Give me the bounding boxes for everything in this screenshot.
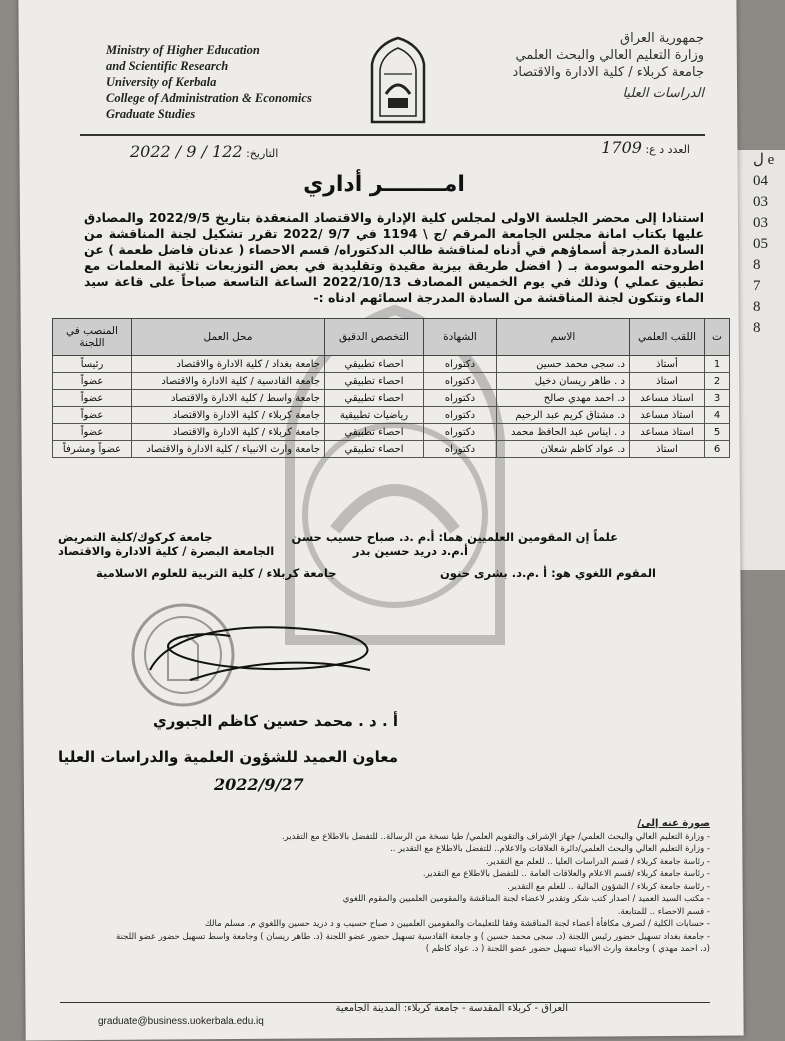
cell-number: 2	[705, 373, 730, 390]
copy-line: - رئاسة جامعة كربلاء /قسم الاعلام والعلاقات العامة .. للتفضل بالاطلاع مع التقدير.	[422, 869, 710, 879]
table-row	[53, 356, 730, 373]
copy-line: - رئاسة جامعة كربلاء / الشؤون المالية .. للعلم مع التقدير.	[507, 881, 710, 892]
cell-position: عضواً	[53, 373, 132, 390]
cell-rank: استاذ مساعد	[630, 424, 705, 441]
linguist-place: جامعة كربلاء / كلية التربية للعلوم الاسلامية	[96, 566, 337, 580]
copy-line: - وزارة التعليم العالي والبحث العلمي/ جهاز الإشراف والتقويم العلمي/ طيا نسخة من الرسالة.. للتفضل بالاطلاع مع التقدير.	[281, 831, 710, 842]
evaluator-row	[58, 544, 618, 558]
cell-position: عضواً	[53, 407, 132, 424]
evaluator-place: الجامعة البصرة / كلية الادارة والاقتصاد	[58, 544, 275, 558]
side-number: 7	[753, 278, 761, 294]
signature-icon	[130, 610, 390, 700]
cell-workplace: جامعة القادسية / كلية الادارة والاقتصاد	[132, 373, 325, 390]
table-row	[53, 373, 730, 390]
date-value: 122 / 9 / 2022	[130, 142, 243, 161]
header-divider	[80, 134, 705, 136]
side-number: ل e	[753, 152, 775, 168]
table-row	[53, 390, 730, 407]
side-paper	[734, 150, 785, 570]
linguistic-evaluator	[96, 566, 656, 580]
cell-workplace: جامعة كربلاء / كلية الادارة والاقتصاد	[132, 424, 325, 441]
university-logo-icon	[364, 34, 432, 126]
cell-number: 5	[705, 424, 730, 441]
order-body: استنادا إلى محضر الجلسة الاولى لمجلس كلية الإدارة والاقتصاد المنعقدة بتاريخ 2022/9/5 والمصادق عليها بكتاب امانة مجلس الجامعة المرقم /ج \ 1194 في 9/7 /2022 تقرر تشكيل لجنة المناقشة من السادة المدرجة أسماؤهم في أدناه لمناقشة طالب الدكتوراه/ قسم الاحصاء ( عدنان فاضل طعمة ) عن اطروحته الموسومة بـ ( افضل طريقة بيزية مقيدة وتقليدية في بعض التوزيعات ثلاثية المعلمات مع تطبيق عملي ) وذلك في يوم الخميس المصادف 2022/10/13 الساعة التاسعة صباحاً على قاعة سيد الماء وتتكون لجنة المناقشة من السادة المدرجة اسمائهم ادناه :-	[84, 210, 704, 305]
header-en-line: Ministry of Higher Education	[106, 43, 260, 57]
side-number: 8	[753, 257, 761, 273]
cell-name: د. احمد مهدي صالح	[497, 390, 630, 407]
cell-position: رئيساً	[53, 356, 132, 373]
side-number: 03	[753, 215, 768, 231]
side-number: 8	[753, 299, 761, 315]
cell-rank: أستاذ	[630, 356, 705, 373]
cell-degree: دكتوراه	[424, 407, 497, 424]
copy-line: - حسابات الكلية / لصرف مكافأة أعضاء لجنة المناقشة وفقا للتعليمات والمقومين العلميين د صباح حسيب و د دريد حسين واللغوي م. مسلم مالك	[204, 919, 710, 929]
cell-degree: دكتوراه	[424, 424, 497, 441]
reference-value: 1709	[601, 138, 642, 157]
cell-position: عضواً	[53, 390, 132, 407]
cell-specialty: رياضيات تطبيقية	[325, 407, 424, 424]
column-header: محل العمل	[132, 319, 325, 356]
copy-line: - رئاسة جامعة كربلاء / قسم الدراسات العليا .. للعلم مع التقدير.	[485, 856, 710, 867]
copy-line: - مكتب السيد العميد / اصدار كتب شكر وتقدير لاعضاء لجنة المناقشة والمقومين العلميين والمقوم اللغوي	[342, 894, 710, 904]
cell-rank: استاذ	[630, 373, 705, 390]
side-number: 05	[753, 236, 768, 252]
document-date	[130, 142, 278, 161]
column-header: ت	[705, 319, 730, 356]
copies-list	[50, 818, 710, 956]
side-number: 8	[753, 320, 761, 336]
cell-rank: استاذ	[630, 441, 705, 458]
cell-rank: استاذ مساعد	[630, 407, 705, 424]
cell-specialty: احصاء تطبيقي	[325, 356, 424, 373]
copy-line: - قسم الاحصاء .. للمتابعة.	[617, 906, 710, 917]
table-row	[53, 407, 730, 424]
cell-degree: دكتوراه	[424, 356, 497, 373]
reference-label: العدد د ع:	[645, 143, 690, 156]
cell-specialty: احصاء تطبيقي	[325, 441, 424, 458]
cell-degree: دكتوراه	[424, 373, 497, 390]
side-number: 03	[753, 194, 768, 210]
document-title: امــــــــر أداري	[303, 172, 465, 197]
date-label: التاريخ:	[246, 147, 279, 160]
table-row	[53, 424, 730, 441]
cell-specialty: احصاء تطبيقي	[325, 373, 424, 390]
header-english	[106, 42, 312, 122]
cell-degree: دكتوراه	[424, 390, 497, 407]
cell-name: د. عواد كاظم شعلان	[497, 441, 630, 458]
copy-line: (د. احمد مهدي ) وجامعة وارث الانبياء تسهيل حضور عضو اللجنة ( د. عواد كاظم )	[425, 944, 710, 954]
column-header: المنصب في اللجنة	[53, 319, 132, 356]
footer-address: العراق - كربلاء المقدسة - جامعة كربلاء: المدينة الجامعية	[335, 1003, 568, 1014]
cell-workplace: جامعة بغداد / كلية الادارة والاقتصاد	[132, 356, 325, 373]
header-ar-line: الدراسات العليا	[622, 86, 704, 101]
signatory-title: معاون العميد للشؤون العلمية والدراسات العليا	[57, 748, 398, 766]
evaluator-name: أ.م .د. صباح حسيب حسن	[291, 530, 435, 544]
cell-workplace: جامعة كربلاء / كلية الادارة والاقتصاد	[132, 407, 325, 424]
header-arabic	[513, 30, 704, 102]
committee-table	[52, 318, 730, 458]
cell-number: 4	[705, 407, 730, 424]
cell-specialty: احصاء تطبيقي	[325, 424, 424, 441]
column-header: التخصص الدقيق	[325, 319, 424, 356]
column-header: الاسم	[497, 319, 630, 356]
header-ar-line: وزارة التعليم العالي والبحث العلمي	[515, 48, 704, 63]
header-ar-line: جمهورية العراق	[620, 31, 704, 46]
header-en-line: University of Kerbala	[106, 75, 217, 89]
signature-date: 2022/9/27	[214, 775, 304, 794]
evaluator-row	[58, 530, 618, 544]
cell-rank: استاذ مساعد	[630, 390, 705, 407]
evaluators-intro: علماً إن المقومين العلميين هما:	[438, 530, 618, 544]
footer-email: graduate@business.uokerbala.edu.iq	[98, 1016, 264, 1027]
cell-workplace: جامعة واسط / كلية الادارة والاقتصاد	[132, 390, 325, 407]
cell-position: عضواً ومشرفاً	[53, 441, 132, 458]
evaluator-place: جامعة كركوك/كلية التمريض	[58, 530, 213, 544]
cell-number: 6	[705, 441, 730, 458]
column-header: اللقب العلمي	[630, 319, 705, 356]
cell-name: د. سجى محمد حسين	[497, 356, 630, 373]
cell-workplace: جامعة وارث الانبياء / كلية الادارة والاقتصاد	[132, 441, 325, 458]
linguist-intro: المقوم اللغوي هو:	[551, 566, 656, 580]
cell-name: د. مشتاق كريم عبد الرحيم	[497, 407, 630, 424]
cell-name: د . ايناس عبد الحافظ محمد	[497, 424, 630, 441]
cell-number: 1	[705, 356, 730, 373]
cell-degree: دكتوراه	[424, 441, 497, 458]
evaluator-name: أ.م.د دريد حسين بدر	[352, 544, 468, 558]
cell-position: عضواً	[53, 424, 132, 441]
copies-heading: صورة عنه إلى/	[637, 818, 710, 829]
cell-specialty: احصاء تطبيقي	[325, 390, 424, 407]
copy-line: - وزارة التعليم العالي والبحث العلمي/دائرة العلاقات والاعلام.. للتفضل بالاطلاع مع التقدير ..	[390, 844, 710, 854]
cell-number: 3	[705, 390, 730, 407]
table-row	[53, 441, 730, 458]
reference-number	[601, 138, 690, 157]
signatory-name: أ . د . محمد حسين كاظم الجبوري	[152, 712, 398, 730]
linguist-name: أ .م.د. بشرى حنون	[439, 566, 548, 580]
scientific-evaluators	[58, 530, 618, 558]
header-en-line: Graduate Studies	[106, 107, 196, 121]
table-header-row	[53, 319, 730, 356]
header-en-line: College of Administration & Economics	[106, 91, 312, 105]
column-header: الشهادة	[424, 319, 497, 356]
side-number: 04	[753, 173, 768, 189]
copy-line: - جامعة بغداد تسهيل حضور رئيس اللجنة (د. سجى محمد حسين ) و جامعة القادسية تسهيل حضور عضو اللجنة (د. طاهر ريسان ) وجامعة واسط تسهيل حضور عضو اللجنة	[116, 931, 710, 942]
header-en-line: and Scientific Research	[106, 59, 229, 73]
cell-name: د . طاهر ريسان دخيل	[497, 373, 630, 390]
header-ar-line: جامعة كربلاء / كلية الادارة والاقتصاد	[512, 65, 704, 80]
